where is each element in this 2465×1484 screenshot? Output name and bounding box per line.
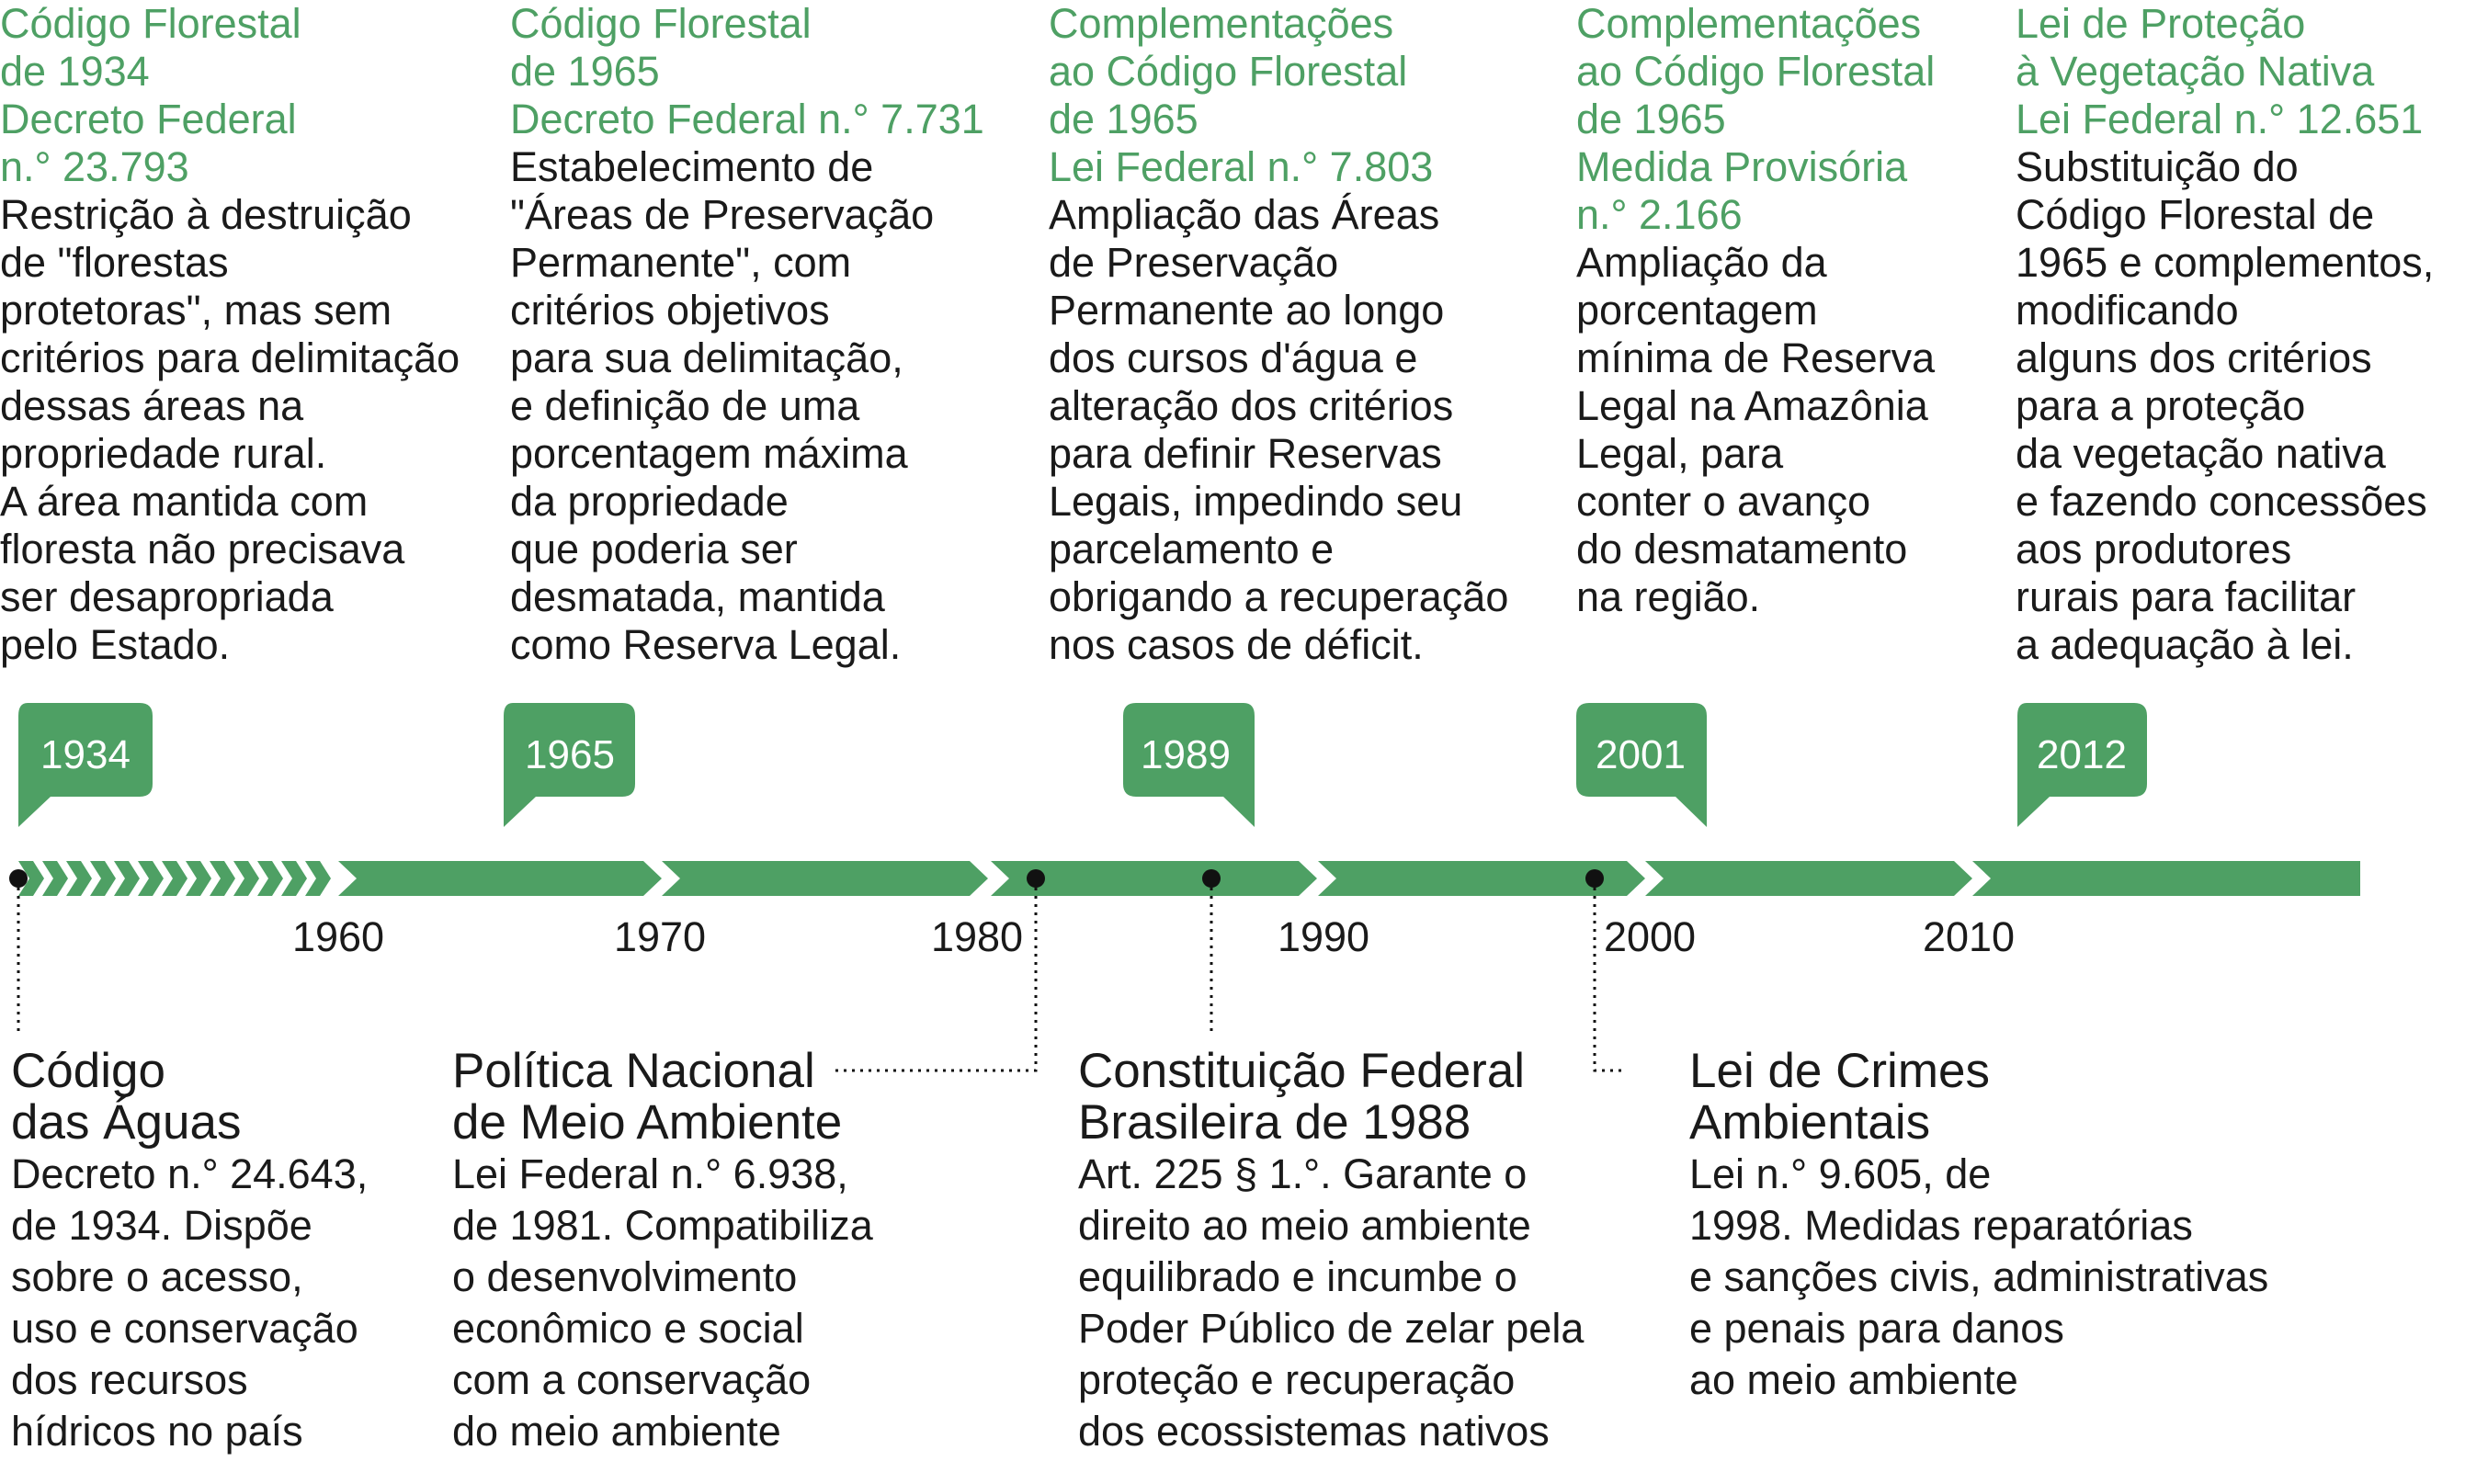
timeline-decades xyxy=(338,861,2360,896)
badge-year: 1965 xyxy=(525,732,615,777)
marker-dot xyxy=(9,869,28,888)
event-description: Substituição do Código Florestal de 1965 e complementos, modificando alguns dos critérios para a proteção da vegetação nativa e fazendo concessões aos produtores rurais para facilitar a adequação à lei. xyxy=(2016,143,2435,668)
event-heading: Complementações ao Código Florestal de 1965 Medida Provisória n.° 2.166 xyxy=(1576,0,1936,238)
tick-label: 2000 xyxy=(1603,913,1697,960)
badge-year: 1934 xyxy=(40,732,131,777)
event-markers xyxy=(9,869,1627,1071)
event-description: Decreto n.° 24.643, de 1934. Dispõe sobre o acesso, uso e conservação dos recursos hídricos no país xyxy=(11,1150,369,1455)
event-heading: Código Florestal de 1934 Decreto Federal n.° 23.793 xyxy=(0,0,301,190)
year-badge-1934 xyxy=(18,703,153,827)
chevron xyxy=(66,861,92,896)
year-badge-2001 xyxy=(1576,703,1707,827)
event-description: Lei n.° 9.605, de 1998. Medidas reparatórias e sanções civis, administrativas e penais para danos ao meio ambiente xyxy=(1689,1150,2269,1403)
chevron xyxy=(186,861,211,896)
event-description: Lei Federal n.° 6.938, de 1981. Compatibiliza o desenvolvimento econômico e social com a conservação do meio ambiente xyxy=(452,1150,873,1455)
tick-label: 1990 xyxy=(1277,913,1370,960)
tick-label: 1980 xyxy=(930,913,1024,960)
chevron xyxy=(42,861,68,896)
event-description: Estabelecimento de "Áreas de Preservação Permanente", com critérios objetivos para sua delimitação, e definição de uma porcentagem máxima da propriedade que poderia ser desmatada, mantida como Reserva Legal. xyxy=(510,143,935,668)
event-description: Ampliação das Áreas de Preservação Permanente ao longo dos cursos d'água e alteração dos critérios para definir Reservas Legais, impedindo seu parcelamento e obrigando a recuperação nos casos de déficit. xyxy=(1049,191,1509,668)
year-badge-1989 xyxy=(1123,703,1255,827)
chevron xyxy=(233,861,259,896)
chevron xyxy=(281,861,307,896)
timeline-chevrons xyxy=(18,861,331,896)
event-title: Código das Águas xyxy=(11,1044,242,1150)
chevron xyxy=(257,861,283,896)
marker-dot xyxy=(1027,869,1045,888)
chevron xyxy=(90,861,116,896)
axis-ticks xyxy=(292,913,2015,960)
chevron xyxy=(305,861,331,896)
event-heading: Complementações ao Código Florestal de 1965 Lei Federal n.° 7.803 xyxy=(1049,0,1434,190)
decade-2010 xyxy=(1972,861,2360,896)
event-description: Art. 225 § 1.°. Garante o direito ao meio ambiente equilibrado e incumbe o Poder Público de zelar pela proteção e recuperação dos ecossistemas nativos xyxy=(1078,1150,1585,1455)
decade-1970 xyxy=(662,861,988,896)
bottom-event-constituicao xyxy=(1078,1046,1584,1457)
event-title: Constituição Federal Brasileira de 1988 xyxy=(1078,1044,1526,1150)
chevron xyxy=(114,861,140,896)
event-heading: Lei de Proteção à Vegetação Nativa Lei Federal n.° 12.651 xyxy=(2016,0,2424,142)
bottom-event-lei-crimes xyxy=(1689,1046,2268,1406)
decade-1960 xyxy=(338,861,662,896)
event-description: Restrição à destruição de "florestas protetoras", mas sem critérios para delimitação dessas áreas na propriedade rural. A área mantida com floresta não precisava ser desapropriada pelo Estado. xyxy=(0,191,460,668)
marker-dot xyxy=(1585,869,1604,888)
decade-2000 xyxy=(1645,861,1972,896)
tick-label: 1960 xyxy=(291,913,385,960)
bottom-event-politica-nacional xyxy=(452,1046,873,1457)
marker-dot xyxy=(1202,869,1221,888)
chevron xyxy=(210,861,235,896)
year-badge-1965 xyxy=(504,703,635,827)
badge-year: 2012 xyxy=(2037,732,2127,777)
badge-year: 1989 xyxy=(1141,732,1231,777)
chevron xyxy=(162,861,187,896)
year-badge-2012 xyxy=(2017,703,2147,827)
badge-year: 2001 xyxy=(1596,732,1686,777)
tick-label: 1970 xyxy=(613,913,707,960)
tick-label: 2010 xyxy=(1922,913,2016,960)
event-heading: Código Florestal de 1965 Decreto Federal n.° 7.731 xyxy=(510,0,984,142)
chevron xyxy=(138,861,164,896)
event-title: Política Nacional de Meio Ambiente xyxy=(452,1044,843,1150)
event-title: Lei de Crimes Ambientais xyxy=(1689,1044,1990,1150)
bottom-event-codigo-aguas xyxy=(11,1046,368,1457)
event-description: Ampliação da porcentagem mínima de Reserva Legal na Amazônia Legal, para conter o avanço do desmatamento na região. xyxy=(1576,239,1936,620)
